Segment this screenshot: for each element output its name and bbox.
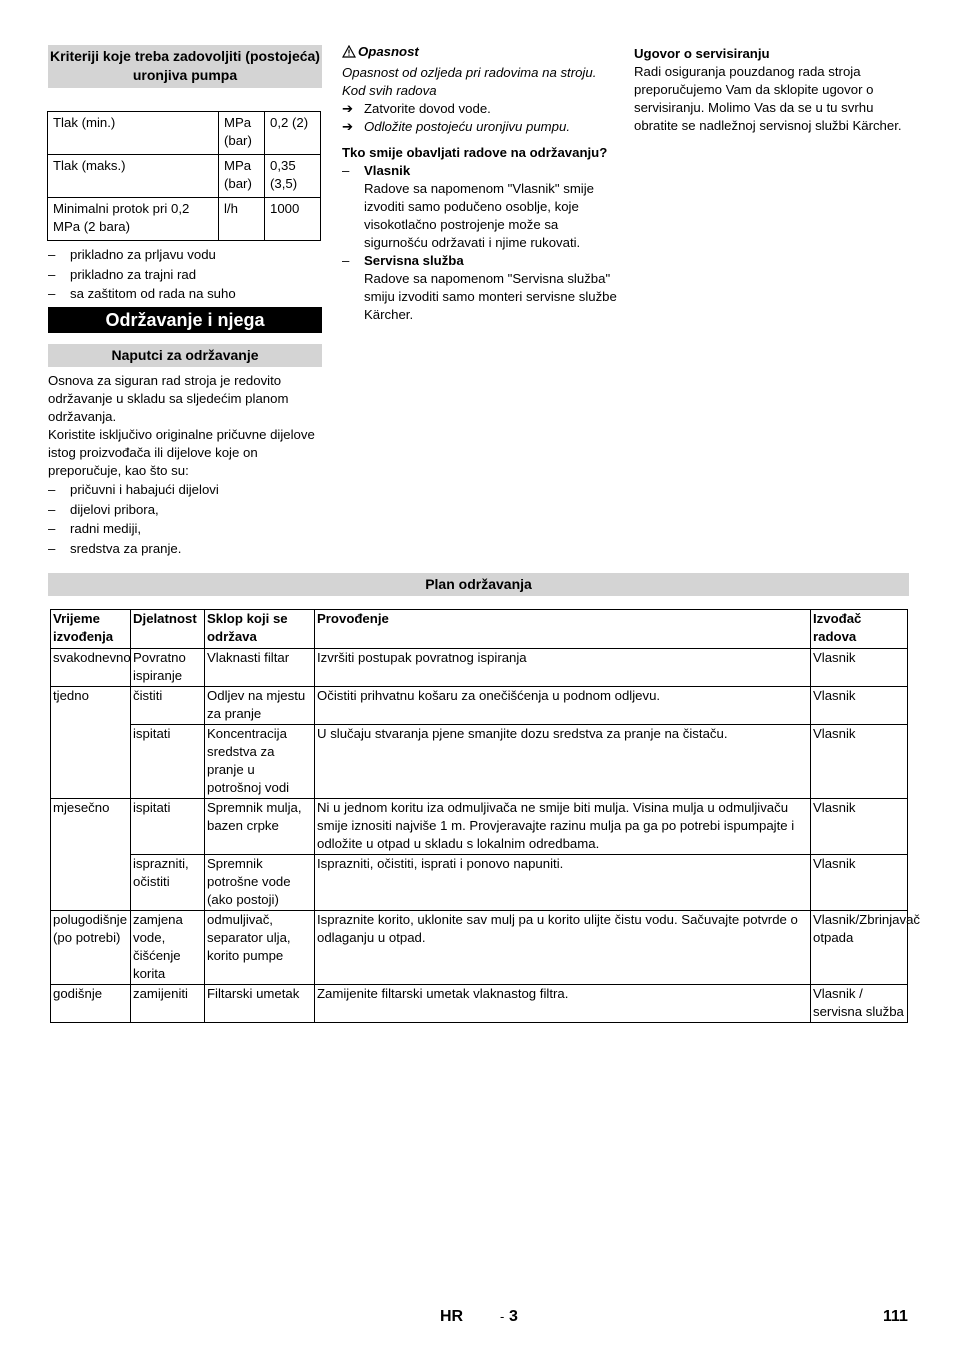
table-row — [48, 112, 321, 155]
cell-procedure: Ispraznite korito, uklonite sav mulj pa u korito ulijte čistu vodu. Sačuvajte potvrde o odlaganju u otpad. — [315, 911, 811, 985]
column-header: Sklop koji se održava — [205, 610, 315, 649]
table-row — [48, 155, 321, 198]
cell-performer: Vlasnik — [811, 687, 908, 725]
paragraph: Koristite isključivo originalne pričuvne dijelove istog proizvođača ili dijelove koje on preporučuje, kao što su: — [48, 427, 315, 478]
cell-assembly: Koncentracija sredstva za pranje u potrošnoj vodi — [205, 725, 315, 799]
page-number: 111 — [883, 1308, 908, 1325]
list-item: – dijelovi pribora, — [48, 500, 324, 520]
column-header: Djelatnost — [131, 610, 205, 649]
maintenance-plan-table — [50, 609, 921, 1023]
spec-unit: MPa (bar) — [219, 155, 265, 198]
table-row — [48, 198, 321, 241]
table-header-row — [51, 610, 908, 649]
list-item: – radni mediji, — [48, 519, 324, 539]
contract-text: Radi osiguranja pouzdanog rada stroja preporučujemo Vam da sklopite ugovor o servisiranju. Molimo Vas da se u tu svrhu obratite se nadležnoj servisnoj službi Kärcher. — [634, 64, 902, 133]
cell-time: svakodnevno — [51, 649, 131, 687]
table-row — [51, 911, 908, 985]
cell-time: mjesečno — [51, 799, 131, 911]
table-row — [51, 855, 908, 911]
service-contract — [634, 45, 909, 135]
role-title: – Vlasnik — [364, 163, 411, 178]
contract-heading: Ugovor o servisiranju — [634, 46, 770, 61]
cell-activity: zamjena vode, čišćenje korita — [131, 911, 205, 985]
column-header: Vrijeme izvođenja — [51, 610, 131, 649]
cell-activity: Povratno ispiranje — [131, 649, 205, 687]
cell-activity: isprazniti, očistiti — [131, 855, 205, 911]
spec-label: Tlak (maks.) — [48, 155, 219, 198]
spec-label: Tlak (min.) — [48, 112, 219, 155]
footer-section-number: 3 — [509, 1308, 518, 1325]
cell-procedure: U slučaju stvaranja pjene smanjite dozu sredstva za pranje na čistaču. — [315, 725, 811, 799]
table-row — [51, 649, 908, 687]
spec-value: 0,35 (3,5) — [265, 155, 321, 198]
cell-time: tjedno — [51, 687, 131, 799]
cell-assembly: Filtarski umetak — [205, 985, 315, 1023]
cell-performer: Vlasnik — [811, 725, 908, 799]
danger-notice — [342, 43, 617, 324]
cell-performer: Vlasnik/Zbrinjavač otpada — [811, 911, 908, 985]
role-title: – Servisna služba — [364, 253, 464, 268]
danger-steps — [342, 100, 617, 136]
cell-time: polugodišnje (po potrebi) — [51, 911, 131, 985]
spec-unit: l/h — [219, 198, 265, 241]
cell-performer: Vlasnik — [811, 799, 908, 855]
cell-procedure: Isprazniti, očistiti, isprati i ponovo napuniti. — [315, 855, 811, 911]
pump-criteria-table — [47, 111, 321, 241]
paragraph: Osnova za siguran rad stroja je redovito održavanje u skladu sa sljedećim planom održavanja. — [48, 373, 289, 424]
cell-assembly: Spremnik mulja, bazen crpke — [205, 799, 315, 855]
column-header: Izvođač radova — [811, 610, 908, 649]
list-item: – prikladno za prljavu vodu — [48, 245, 328, 265]
arrow-right-icon: ➔ — [342, 119, 354, 134]
role-text: Radove sa napomenom "Vlasnik" smije izvoditi samo podučeno osoblje, koje visokotlačno postrojenje može sa sigurnošću održavati i njime rukovati. — [364, 181, 594, 250]
list-item: – prikladno za trajni rad — [48, 265, 328, 285]
spec-value: 1000 — [265, 198, 321, 241]
cell-procedure: Zamijenite filtarski umetak vlaknastog filtra. — [315, 985, 811, 1023]
spec-value: 0,2 (2) — [265, 112, 321, 155]
list-item — [342, 100, 617, 118]
cell-activity: ispitati — [131, 799, 205, 855]
footer-language: HR — [440, 1308, 464, 1325]
plan-heading: Plan održavanja — [48, 573, 909, 596]
cell-assembly: odmuljivač, separator ulja, korito pumpe — [205, 911, 315, 985]
cell-activity: zamijeniti — [131, 985, 205, 1023]
list-item — [342, 162, 617, 252]
warning-icon — [342, 45, 358, 63]
list-item: – sa zaštitom od rada na suho — [48, 284, 328, 304]
danger-title-line — [342, 43, 617, 63]
cell-activity: ispitati — [131, 725, 205, 799]
step-text: Zatvorite dovod vode. — [364, 101, 491, 116]
table-row — [51, 687, 908, 725]
footer-separator: - — [500, 1309, 505, 1324]
table-row — [51, 985, 908, 1023]
cell-procedure: Ni u jednom koritu iza odmuljivača ne smije biti mulja. Visina mulja u odmuljivaču smije iznositi najviše 1 m. Provjeravajte razinu mulja pa ga po potrebi ispumpajte i odložite u otpad u skladu s lokalnim odredbama. — [315, 799, 811, 855]
roles-list — [342, 162, 617, 324]
cell-assembly: Vlaknasti filtar — [205, 649, 315, 687]
list-item: – sredstva za pranje. — [48, 539, 324, 559]
criteria-heading: Kriteriji koje treba zadovoljiti (postojeća) uronjiva pumpa — [48, 45, 322, 88]
cell-activity: čistiti — [131, 687, 205, 725]
cell-assembly: Spremnik potrošne vode (ako postoji) — [205, 855, 315, 911]
maintenance-notes-heading: Naputci za održavanje — [48, 344, 322, 367]
spec-label: Minimalni protok pri 0,2 MPa (2 bara) — [48, 198, 219, 241]
list-item: – pričuvni i habajući dijelovi — [48, 480, 324, 500]
arrow-right-icon: ➔ — [342, 101, 354, 116]
list-item — [342, 118, 617, 136]
parts-list — [48, 480, 324, 558]
maintenance-notes-body — [48, 372, 324, 558]
table-row — [51, 725, 908, 799]
criteria-list — [48, 245, 328, 304]
spec-unit: MPa (bar) — [219, 112, 265, 155]
table-row — [51, 799, 908, 855]
cell-assembly: Odljev na mjestu za pranje — [205, 687, 315, 725]
step-text: Odložite postojeću uronjivu pumpu. — [364, 119, 570, 134]
cell-performer: Vlasnik / servisna služba — [811, 985, 908, 1023]
danger-title: Opasnost — [358, 44, 419, 59]
danger-text: Opasnost od ozljeda pri radovima na stroju. Kod svih radova — [342, 65, 597, 98]
cell-performer: Vlasnik — [811, 855, 908, 911]
role-text: Radove sa napomenom "Servisna služba" smiju izvoditi samo monteri servisne službe Kärcher. — [364, 271, 617, 322]
who-heading: Tko smije obavljati radove na održavanju? — [342, 145, 608, 160]
cell-performer: Vlasnik — [811, 649, 908, 687]
column-header: Provođenje — [315, 610, 811, 649]
list-item — [342, 252, 617, 324]
cell-procedure: Izvršiti postupak povratnog ispiranja — [315, 649, 811, 687]
section-title: Održavanje i njega — [48, 307, 322, 333]
cell-time: godišnje — [51, 985, 131, 1023]
cell-procedure: Očistiti prihvatnu košaru za onečišćenja u podnom odljevu. — [315, 687, 811, 725]
